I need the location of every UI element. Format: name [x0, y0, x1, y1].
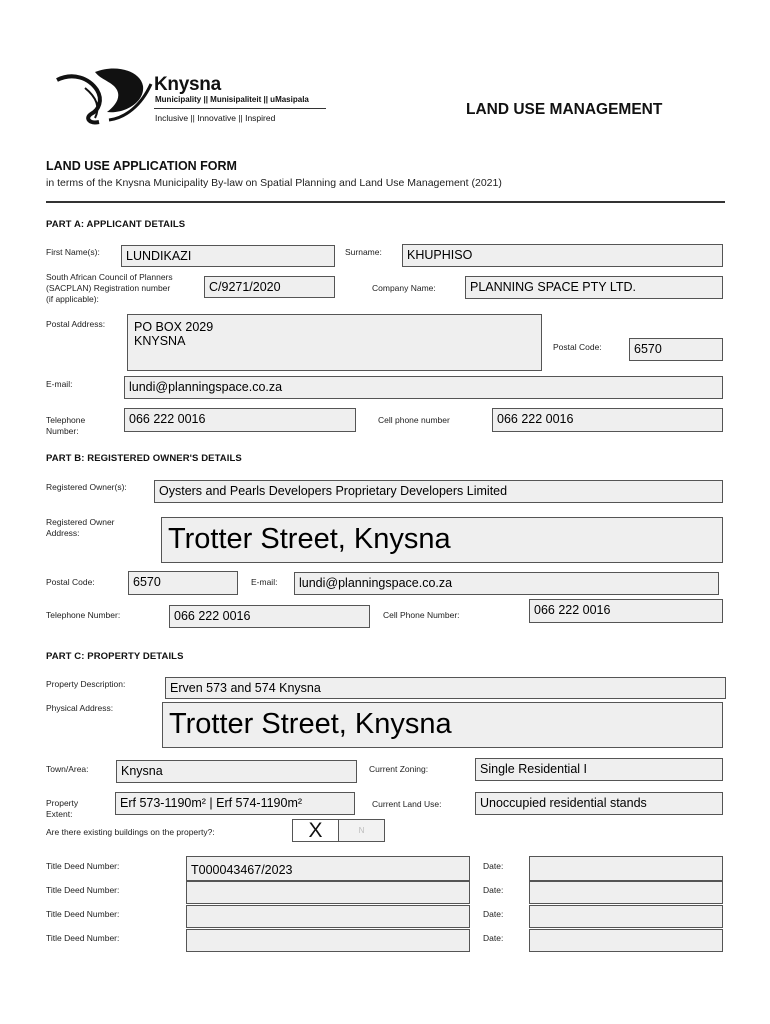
part-a-heading: PART A: APPLICANT DETAILS: [46, 219, 186, 230]
cell-field[interactable]: 066 222 0016: [492, 408, 723, 432]
property-description-label: Property Description:: [46, 679, 126, 689]
owner-email-label: E-mail:: [251, 577, 278, 587]
owner-label: Registered Owner(s):: [46, 482, 127, 492]
first-name-label: First Name(s):: [46, 247, 100, 257]
owner-email-field[interactable]: lundi@planningspace.co.za: [294, 572, 719, 595]
owner-cell-field[interactable]: 066 222 0016: [529, 599, 723, 623]
town-field[interactable]: Knysna: [116, 760, 357, 783]
title-deed-field-4[interactable]: [186, 929, 470, 952]
owner-address-field[interactable]: Trotter Street, Knysna: [161, 517, 723, 563]
owner-address-label: Registered Owner Address:: [46, 517, 115, 538]
land-use-label: Current Land Use:: [372, 799, 442, 809]
owner-postal-code-label: Postal Code:: [46, 577, 95, 587]
check-x-mark: X: [308, 819, 323, 842]
date-field-2[interactable]: [529, 881, 723, 904]
part-c-heading: PART C: PROPERTY DETAILS: [46, 651, 184, 662]
physical-address-field[interactable]: Trotter Street, Knysna: [162, 702, 723, 748]
title-deed-label-3: Title Deed Number:: [46, 909, 120, 919]
extent-field[interactable]: Erf 573-1190m² | Erf 574-1190m²: [115, 792, 355, 815]
buildings-yes-checkbox[interactable]: [292, 819, 339, 842]
property-description-field[interactable]: Erven 573 and 574 Knysna: [165, 677, 726, 699]
org-languages: Municipality || Munisipaliteit || uMasipala: [155, 95, 309, 104]
postal-code-label: Postal Code:: [553, 342, 602, 352]
owner-cell-label: Cell Phone Number:: [383, 610, 460, 620]
extent-label: Property Extent:: [46, 798, 79, 819]
no-mark: N: [358, 826, 365, 835]
first-name-field[interactable]: LUNDIKAZI: [121, 245, 335, 267]
date-label-3: Date:: [483, 909, 504, 919]
title-deed-label-2: Title Deed Number:: [46, 885, 120, 895]
title-deed-label-1: Title Deed Number:: [46, 861, 120, 871]
buildings-label: Are there existing buildings on the property?:: [46, 827, 215, 837]
logo-divider: [154, 108, 326, 109]
title-deed-field-1[interactable]: T000043467/2023: [186, 856, 470, 881]
org-name: Knysna: [154, 74, 221, 95]
postal-code-field[interactable]: 6570: [629, 338, 723, 361]
sacplan-label: South African Council of Planners (SACPLAN) Registration number (if applicable):: [46, 272, 173, 304]
date-label-2: Date:: [483, 885, 504, 895]
postal-address-field[interactable]: PO BOX 2029 KNYSNA: [127, 314, 542, 371]
physical-address-label: Physical Address:: [46, 703, 114, 713]
title-divider: [46, 201, 725, 203]
buildings-no-checkbox[interactable]: [339, 819, 385, 842]
knysna-logo-emblem: [55, 62, 155, 130]
title-deed-field-3[interactable]: [186, 905, 470, 928]
date-field-1[interactable]: [529, 856, 723, 881]
department-title: LAND USE MANAGEMENT: [466, 101, 663, 118]
surname-field[interactable]: KHUPHISO: [402, 244, 723, 267]
form-title: LAND USE APPLICATION FORM: [46, 159, 237, 173]
land-use-field[interactable]: Unoccupied residential stands: [475, 792, 723, 815]
email-label: E-mail:: [46, 379, 73, 389]
owner-telephone-label: Telephone Number:: [46, 610, 121, 620]
date-field-3[interactable]: [529, 905, 723, 928]
date-field-4[interactable]: [529, 929, 723, 952]
cell-label: Cell phone number: [378, 415, 450, 425]
date-label-4: Date:: [483, 933, 504, 943]
company-label: Company Name:: [372, 283, 436, 293]
zoning-field[interactable]: Single Residential I: [475, 758, 723, 781]
telephone-label: Telephone Number:: [46, 415, 86, 436]
postal-address-label: Postal Address:: [46, 319, 106, 329]
date-label-1: Date:: [483, 861, 504, 871]
surname-label: Surname:: [345, 247, 382, 257]
owner-postal-code-field[interactable]: 6570: [128, 571, 238, 595]
title-deed-field-2[interactable]: [186, 881, 470, 904]
title-deed-label-4: Title Deed Number:: [46, 933, 120, 943]
sacplan-field[interactable]: C/9271/2020: [204, 276, 335, 298]
form-subtitle: in terms of the Knysna Municipality By-law on Spatial Planning and Land Use Management (2021): [46, 177, 502, 189]
org-tagline: Inclusive || Innovative || Inspired: [155, 113, 276, 123]
email-field[interactable]: lundi@planningspace.co.za: [124, 376, 723, 399]
town-label: Town/Area:: [46, 764, 89, 774]
company-field[interactable]: PLANNING SPACE PTY LTD.: [465, 276, 723, 299]
part-b-heading: PART B: REGISTERED OWNER'S DETAILS: [46, 453, 242, 464]
zoning-label: Current Zoning:: [369, 764, 429, 774]
owner-telephone-field[interactable]: 066 222 0016: [169, 605, 370, 628]
owner-field[interactable]: Oysters and Pearls Developers Proprietary Developers Limited: [154, 480, 723, 503]
telephone-field[interactable]: 066 222 0016: [124, 408, 356, 432]
